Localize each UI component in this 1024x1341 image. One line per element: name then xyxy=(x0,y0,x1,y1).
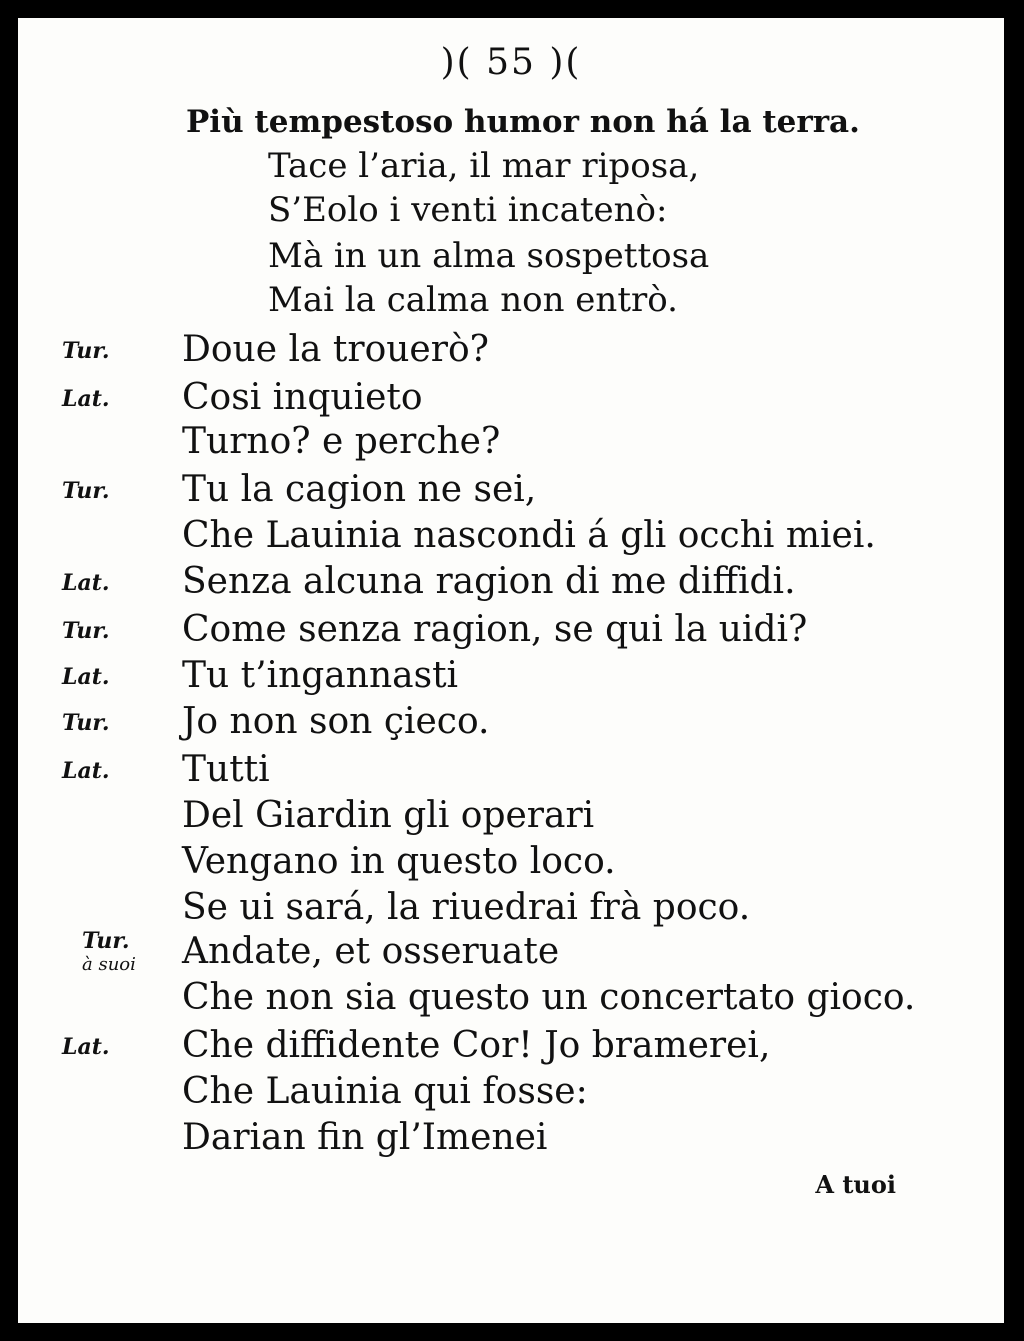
page-header: )( 55 )( xyxy=(440,42,582,83)
verse-line: Tace l’aria, il mar riposa, xyxy=(268,146,700,186)
verse-line: S’Eolo i venti incatenò: xyxy=(268,190,668,230)
verse-line: Jo non son çieco. xyxy=(182,701,490,742)
speaker-label: Lat. xyxy=(62,758,110,784)
speaker-label: Tur. xyxy=(62,478,110,504)
speaker-label: Lat. xyxy=(62,386,110,412)
verse-line: Che non sia questo un concertato gioco. xyxy=(182,977,916,1018)
verse-line: Cosi inquieto xyxy=(182,377,423,418)
verse-line: Andate, et osseruate xyxy=(182,931,560,972)
speaker-label: Tur. xyxy=(62,618,110,644)
verse-line: Mai la calma non entrò. xyxy=(268,280,678,320)
speaker-label: Lat. xyxy=(62,664,110,690)
verse-line: Tu la cagion ne sei, xyxy=(182,469,537,510)
speaker-label: Tur. xyxy=(62,710,110,736)
speaker-name: Tur. xyxy=(82,928,130,954)
verse-line: Darian fin gl’Imenei xyxy=(182,1117,548,1158)
verse-line: Se ui sará, la riuedrai frà poco. xyxy=(182,887,751,928)
speaker-label: Lat. xyxy=(62,570,110,596)
verse-line: Mà in un alma sospettosa xyxy=(268,236,710,276)
verse-line: Che Lauinia nascondi á gli occhi miei. xyxy=(182,515,876,556)
verse-line: Tu t’ingannasti xyxy=(182,655,459,696)
speaker-label xyxy=(82,928,136,975)
verse-line: Turno? e perche? xyxy=(182,421,501,462)
catchword: A tuoi xyxy=(815,1170,896,1199)
speaker-label: Tur. xyxy=(62,338,110,364)
verse-line: Tutti xyxy=(182,749,270,790)
verse-line: Come senza ragion, se qui la uidi? xyxy=(182,609,808,650)
book-page xyxy=(18,18,1004,1323)
stage-direction: à suoi xyxy=(82,954,136,975)
verse-line: Vengano in questo loco. xyxy=(182,841,616,882)
verse-line: Del Giardin gli operari xyxy=(182,795,595,836)
speaker-label: Lat. xyxy=(62,1034,110,1060)
verse-line: Che Lauinia qui fosse: xyxy=(182,1071,588,1112)
verse-line: Doue la trouerò? xyxy=(182,329,489,370)
verse-line: Più tempestoso humor non há la terra. xyxy=(186,104,860,140)
verse-line: Senza alcuna ragion di me diffidi. xyxy=(182,561,796,602)
verse-line: Che diffidente Cor! Jo bramerei, xyxy=(182,1025,771,1066)
